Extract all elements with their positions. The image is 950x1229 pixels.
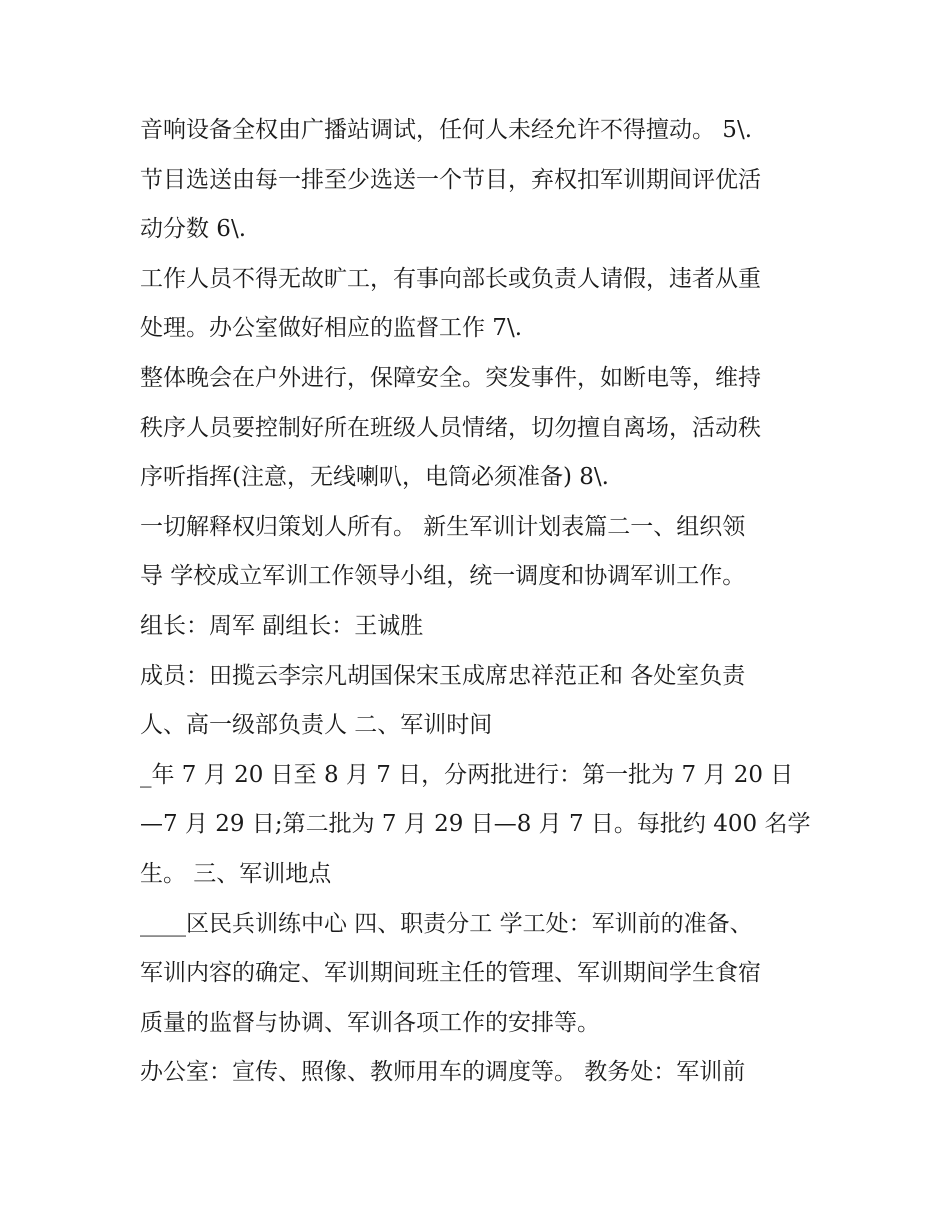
text-line: 整体晚会在户外进行，保障安全。突发事件，如断电等，维持: [140, 364, 761, 391]
document-body: [140, 106, 820, 1098]
text-line: 生。 三、军训地点: [140, 860, 332, 887]
text-line: 成员：田揽云李宗凡胡国保宋玉成席忠祥范正和 各处室负责: [140, 662, 746, 689]
text-line: 一切解释权归策划人所有。 新生军训计划表篇二一、组织领: [140, 513, 746, 540]
text-line: 办公室：宣传、照像、教师用车的调度等。 教务处：军训前: [140, 1059, 746, 1086]
text-line: 秩序人员要控制好所在班级人员情绪，切勿擅自离场，活动秩: [140, 414, 761, 441]
text-line: 序听指挥(注意，无线喇叭，电筒必须准备) 8\.: [140, 464, 609, 491]
text-line: 人、高一级部负责人 二、军训时间: [140, 712, 493, 739]
text-line: _年 7 月 20 日至 8 月 7 日，分两批进行：第一批为 7 月 20 日: [140, 761, 794, 788]
text-line: 质量的监督与协调、军训各项工作的安排等。: [140, 1009, 600, 1036]
text-line: 组长：周军 副组长：王诚胜: [140, 612, 424, 639]
text-line: 动分数 6\.: [140, 216, 247, 243]
text-line: 音响设备全权由广播站调试，任何人未经允许不得擅动。 5\.: [140, 117, 753, 143]
text-line: 处理。办公室做好相应的监督工作 7\.: [140, 315, 523, 342]
text-line: 节目选送由每一排至少选送一个节目，弃权扣军训期间评优活: [140, 166, 761, 193]
text-line: —7 月 29 日;第二批为 7 月 29 日—8 月 7 日。每批约 400 名学: [140, 811, 811, 838]
text-line: 导 学校成立军训工作领导小组，统一调度和协调军训工作。: [140, 563, 746, 590]
text-line: 工作人员不得无故旷工，有事向部长或负责人请假，违者从重: [140, 265, 761, 292]
text-line: ____区民兵训练中心 四、职责分工 学工处：军训前的准备、: [140, 910, 753, 937]
text-line: 军训内容的确定、军训期间班主任的管理、军训期间学生食宿: [140, 960, 761, 987]
